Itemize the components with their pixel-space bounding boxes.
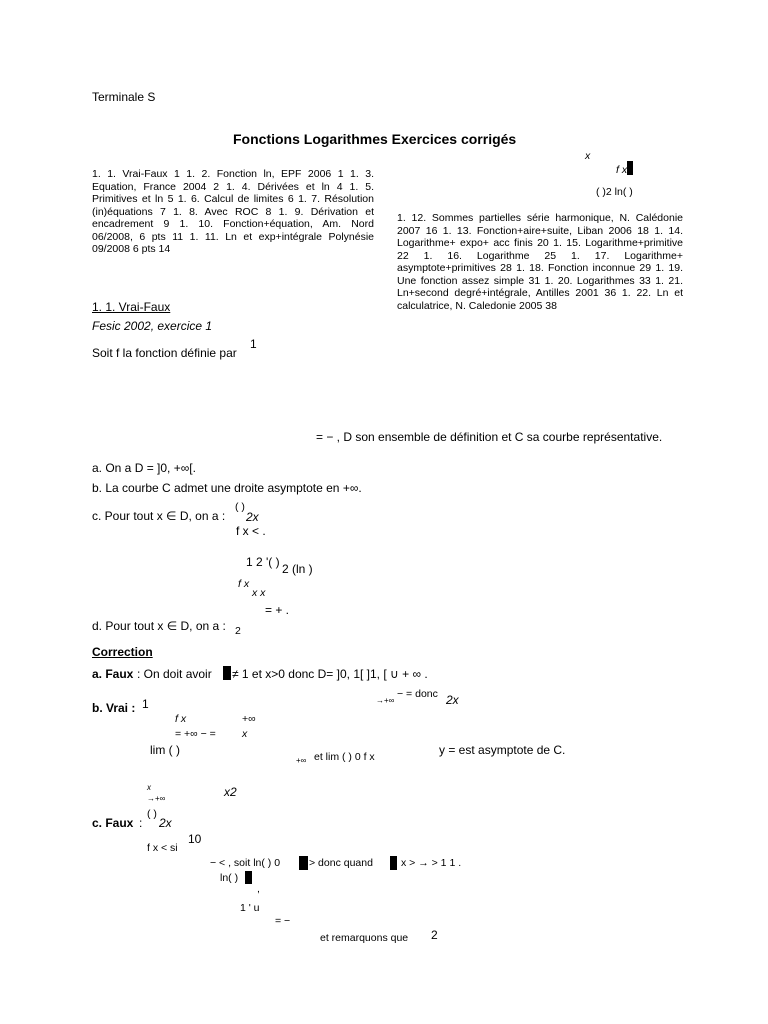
page-title: Fonctions Logarithmes Exercices corrigés xyxy=(233,131,517,147)
stmt-c-lt: f x < . xyxy=(236,524,266,538)
corr-b-fx: f x xyxy=(175,713,187,725)
corr-b-arrow: →+∞ xyxy=(376,696,395,705)
corr-c-1u: 1 ' u xyxy=(240,902,260,914)
statement-c: c. Pour tout x ∈ D, on a : xyxy=(92,509,226,523)
corr-c-2: 2 xyxy=(431,928,438,942)
corr-c-ln: ln( ) xyxy=(220,872,239,884)
corr-b-eq-donc: − = donc xyxy=(397,688,438,700)
statement-b: b. La courbe C admet une droite asymptote en +∞. xyxy=(92,481,362,495)
corr-b-arrow2: +∞ xyxy=(296,756,307,765)
class-label: Terminale S xyxy=(92,90,156,104)
section-source: Fesic 2002, exercice 1 xyxy=(92,319,213,333)
stmt-d-sub: 2 xyxy=(235,625,241,637)
corr-a-label: a. Faux xyxy=(92,667,134,681)
formula-fx: f x xyxy=(616,164,628,176)
corr-b-inf: +∞ xyxy=(242,713,256,725)
corr-c-2x: 2x xyxy=(159,816,172,830)
corr-c-frac: ( ) xyxy=(147,808,157,820)
redaction-block xyxy=(390,856,397,870)
corr-b-eq2: = +∞ − = xyxy=(175,728,216,740)
redaction-block xyxy=(223,666,231,680)
section-intro: Soit f la fonction définie par xyxy=(92,346,237,360)
corr-c-si: f x < si xyxy=(147,842,178,854)
stmt-c-fx: f x xyxy=(238,578,250,590)
corr-b-x2: x2 xyxy=(224,785,237,799)
corr-b-sup: 1 xyxy=(142,697,149,711)
formula-line: ( )2 ln( ) xyxy=(596,186,633,198)
redaction-block xyxy=(627,161,633,175)
corr-c-donc: > donc quand xyxy=(309,857,373,869)
corr-c-eqm: = − xyxy=(275,915,291,927)
corr-b-label: b. Vrai : xyxy=(92,701,136,715)
corr-c-label: c. Faux xyxy=(92,816,134,830)
statement-d: d. Pour tout x ∈ D, on a : xyxy=(92,619,226,633)
corr-b-2x: 2x xyxy=(446,693,459,707)
corr-c-10: 10 xyxy=(188,832,202,846)
corr-c-quand: x > → > 1 1 . xyxy=(401,857,462,869)
corr-b-lim2: et lim ( ) 0 f x xyxy=(314,751,375,763)
redaction-block xyxy=(299,856,308,870)
toc-right: 1. 12. Sommes partielles série harmonique, N. Calédonie 2007 16 1. 13. Fonction+aire+suite, Liban 2006 18 1. 14. Logarithme+ expo+ acc finis 20 1. 15. Logarithme+primitive 22 1. 16. Logarithme 25 1. 17. Logarithme+ asymptote+primitives 28 1. 18. Fonction inconnue 29 1. 19. Une fonction assez simple 31 1. 20. Logarithmes 33 1. 21. Ln+second degré+intégrale, Antilles 2001 36 1. 22. Ln et calculatrice, N. Caledonie 2005 38 xyxy=(397,212,683,312)
definition-line: = − , D son ensemble de définition et C sa courbe représentative. xyxy=(316,430,663,444)
stmt-c-deriv2: 2 (ln ) xyxy=(282,562,313,576)
correction-heading: Correction xyxy=(92,645,153,659)
redaction-block xyxy=(245,871,252,884)
corr-c-soit: − < , soit ln( ) 0 xyxy=(210,857,281,869)
corr-b-x: x xyxy=(242,728,248,740)
toc-left: 1. 1. Vrai-Faux 1 1. 2. Fonction ln, EPF 2006 1 1. 3. Equation, France 2004 2 1. 4. Dérivées et ln 4 1. 5. Primitives et ln 5 1. 6. Calcul de limites 6 1. 7. Résolution (in)équations 7 1. 8. Avec ROC 8 1. 9. Dérivation et encadrement 9 1. 10. Fonction+équation, Am. Nord 06/2008, 6 pts 11 1. 11. Ln et exp+intégrale Polynésie 09/2008 6 pts 14 xyxy=(92,168,374,255)
corr-b-lim: lim ( ) xyxy=(150,743,180,757)
stmt-c-eq: = + . xyxy=(265,603,290,617)
stmt-c-deriv1: 1 2 '( ) xyxy=(246,555,280,569)
stmt-c-xx: x x xyxy=(252,587,266,599)
section-heading: 1. 1. Vrai-Faux xyxy=(92,300,171,314)
corr-b-arrow3: →+∞ xyxy=(147,794,166,803)
stmt-c-frac-top: ( ) xyxy=(235,501,245,513)
corr-b-x-small: x xyxy=(147,783,151,792)
corr-c-remarq: et remarquons que xyxy=(320,932,409,944)
corr-a-text: : On doit avoir xyxy=(137,667,212,681)
intro-sup: 1 xyxy=(250,337,257,351)
corr-c-comma: , xyxy=(257,883,260,895)
statement-a: a. On a D = ]0, +∞[. xyxy=(92,461,196,475)
corr-a-text2: ≠ 1 et x>0 donc D= ]0, 1[ ]1, [ ∪ + ∞ . xyxy=(232,667,428,681)
stmt-c-2x: 2x xyxy=(246,510,259,524)
corr-c-colon: : xyxy=(139,816,143,830)
corr-b-asym: y = est asymptote de C. xyxy=(439,743,566,757)
formula-x: x xyxy=(585,150,591,162)
